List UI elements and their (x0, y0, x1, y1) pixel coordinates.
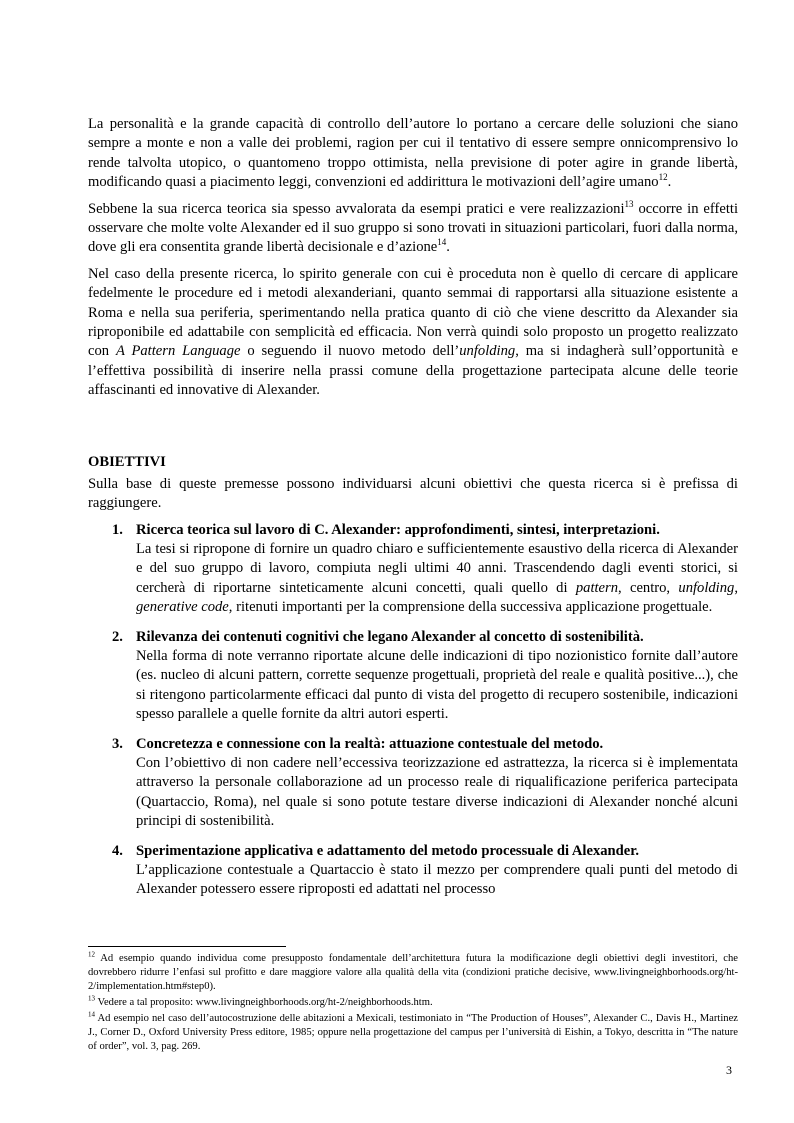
objective-text: Con l’obiettivo di non cadere nell’eccessiva teorizzazione ed astrattezza, la ricerca si è implementata attraverso la personale collaborazione ad un processo reale di riqualificazione periferica partecipata (Quartaccio, Roma), nel quale si sono potute testare diverse indicazioni di Alexander nonché alcuni principi di sostenibilità. (136, 754, 738, 830)
paragraph-3: Nel caso della presente ricerca, lo spirito generale con cui è proceduta non è quello di cercare di applicare fedelmente le procedure ed i metodi alexanderiani, quanto semmai di rapportarsi alla situazione esistente a Roma e nella sua periferia, sperimentando nella pratica quanto di ciò che viene descritto da Alexander sia riproponibile ed adattabile con semplicità ed efficacia. Non verrà quindi solo proposto un progetto realizzato con A Pattern Language o seguendo il nuovo metodo dell’unfolding, ma si indagherà sull’opportunità e l’effettiva possibilità di inserire nella prassi comune della progettazione partecipata alcune delle teorie affascinanti ed innovative di Alexander. (88, 265, 738, 399)
objective-number: 2. (112, 628, 123, 645)
objective-number: 4. (112, 842, 123, 859)
objective-item (112, 735, 738, 832)
footnotes (88, 952, 738, 1056)
objective-title: Concretezza e connessione con la realtà: attuazione contestuale del metodo. (136, 735, 604, 752)
objective-item (112, 628, 738, 725)
objectives-list (88, 521, 738, 900)
objective-text: Nella forma di note verranno riportate alcune delle indicazioni di tipo nozionistico fornite dall’autore (es. nucleo di alcuni pattern, corrette sequenze progettuali, proprietà del reale e qualità positive...), che si ritengono particolarmente efficaci dal punto di vista del progetto di recupero sostenibile, indicazioni spesso parallele a quelle fornite da altri autori esperti. (136, 647, 738, 723)
paragraph-2: Sebbene la sua ricerca teorica sia spesso avvalorata da esempi pratici e vere realizzazioni$^{13}$ occorre in effetti osservare che molte volte Alexander ed il suo gruppo si sono trovati in situazioni particolari, fuori dalla norma, dove gli era consentita grande libertà decisionale e d’azione$^{14}$. (88, 198, 738, 256)
objective-title: Sperimentazione applicativa e adattamento del metodo processuale di Alexander. (136, 842, 640, 859)
objective-title: Ricerca teorica sul lavoro di C. Alexander: approfondimenti, sintesi, interpretazioni. (136, 521, 660, 538)
objective-item (112, 521, 738, 618)
objective-text: L’applicazione contestuale a Quartaccio è stato il mezzo per comprendere quali punti del metodo di Alexander potessero essere riproposti ed adattati nel processo (136, 862, 738, 898)
footnote-12: $^{12}$ Ad esempio quando individua come presupposto fondamentale dell’architettura futura la modificazione degli obiettivi degli investitori, che dovrebbero ridurre l’enfasi sul profitto e dare maggiore valore alla qualità della vita (condizioni pratiche decisive, www.livingneighborhoods.org/ht-2/implementation.htm#step0). (88, 950, 738, 992)
footnote-divider (88, 946, 286, 947)
footnote-ref-13[interactable]: 13 (624, 198, 634, 209)
objective-number: 3. (112, 735, 123, 752)
objective-item (112, 842, 738, 900)
footnote-13: $^{13}$ Vedere a tal proposito: www.livingneighborhoods.org/ht-2/neighborhoods.htm. (88, 994, 433, 1008)
objective-title: Rilevanza dei contenuti cognitivi che legano Alexander al concetto di sostenibilità. (136, 628, 644, 645)
footnote-14: $^{14}$ Ad esempio nel caso dell’autocostruzione delle abitazioni a Mexicali, testimoniato in “The Production of Houses”, Alexander C., Davis H., Martinez J., Corner D., Oxford University Press editore, 1985; oppure nella progettazione del campus per l’università di Eishin, a Tokyo, descritta in “The nature of order”, vol. 3, pag. 269. (88, 1010, 738, 1052)
paragraph-1: La personalità e la grande capacità di controllo dell’autore lo portano a cercare delle soluzioni che siano sempre a monte e non a valle dei problemi, ragion per cui il tentativo di essere sempre onnicomprensivo lo rende talvolta utopico, o quantomeno troppo ottimista, nella previsione di poter agire in grande libertà, modificando quasi a piacimento leggi, convenzioni ed addirittura le motivazioni dell’agire umano$^{12}$. (88, 116, 738, 191)
section-intro: Sulla base di queste premesse possono individuarsi alcuni obiettivi che questa ricerca si è prefissa di raggiungere. (88, 475, 738, 512)
objective-number: 1. (112, 521, 123, 538)
footnote-ref-14[interactable]: 14 (437, 237, 447, 248)
page-body (88, 115, 738, 910)
objective-text: La tesi si ripropone di fornire un quadro chiaro e sufficientemente esaustivo della ricerca di Alexander e del suo gruppo di lavoro, compiuta negli ultimi 40 anni. Trascendendo dagli eventi storici, si cercherà di riportarne sinteticamente alcuni concetti, quali quello di pattern, centro, unfolding, generative code, ritenuti importanti per la comprensione della successiva applicazione progettuale. (136, 540, 738, 616)
footnote-ref-12[interactable]: 12 (658, 172, 668, 183)
section-heading: OBIETTIVI (88, 453, 166, 470)
page-number: 3 (726, 1063, 732, 1077)
